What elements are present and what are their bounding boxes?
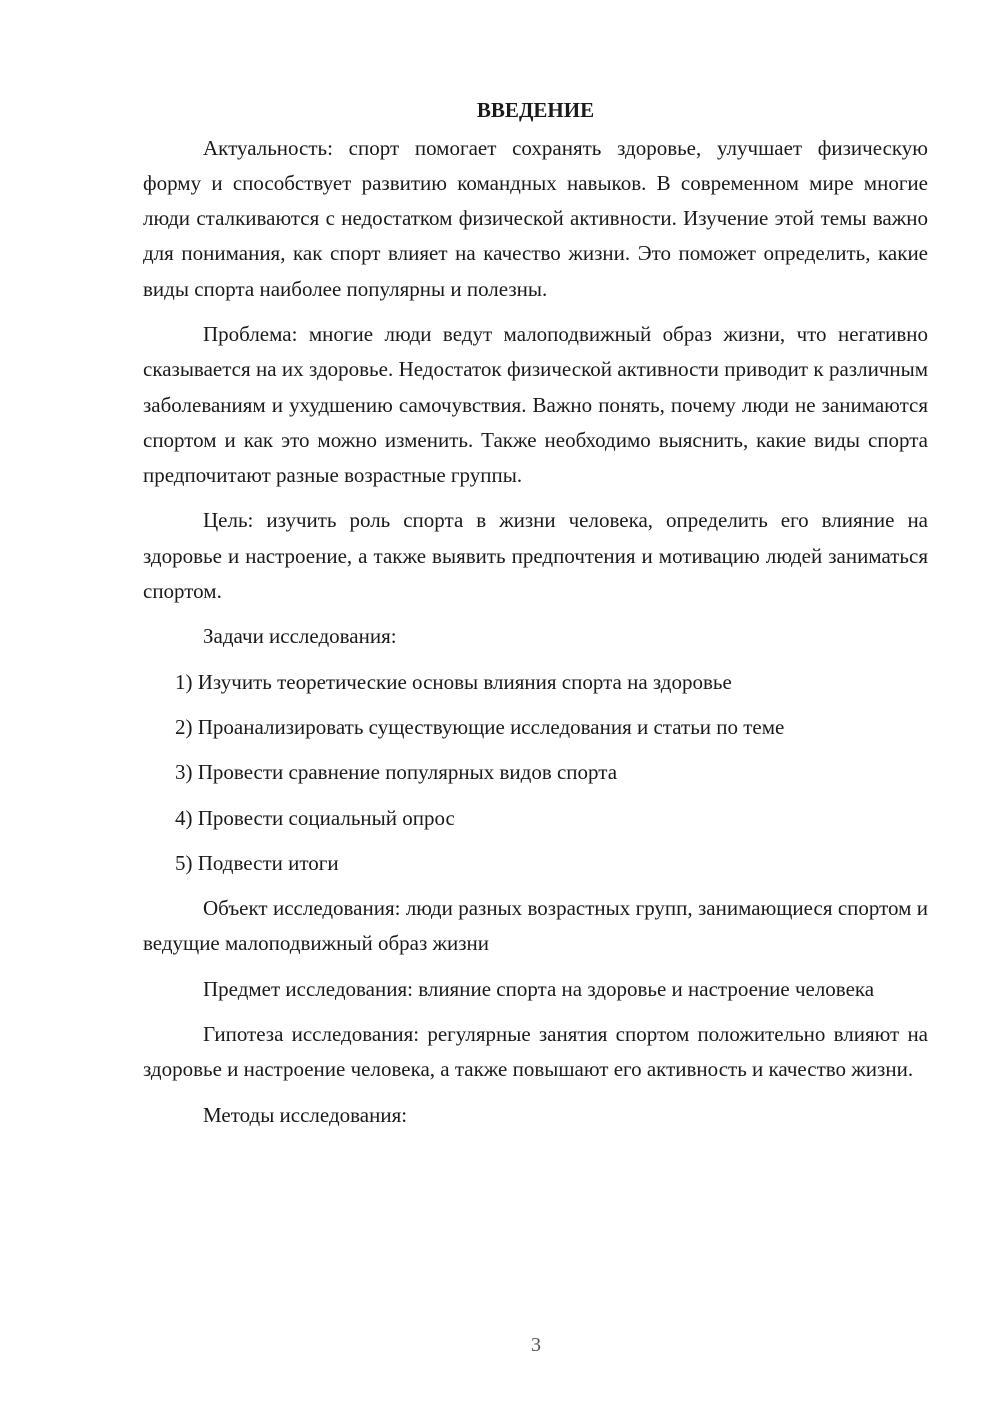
paragraph-tasks-heading: Задачи исследования:: [203, 624, 397, 649]
paragraph-methods-heading: Методы исследования:: [203, 1102, 408, 1127]
paragraph-subject: Предмет исследования: влияние спорта на здоровье и настроение человека: [203, 976, 875, 1001]
paragraph-object: Объект исследования: люди разных возрастных групп, занимающиеся спортом и ведущие малоподвижный образ жизни: [143, 896, 928, 956]
tasks-list: [143, 665, 928, 881]
paragraph-problem: Проблема: многие люди ведут малоподвижный образ жизни, что негативно сказывается на их здоровье. Недостаток физической активности приводит к различным заболеваниям и ухудшению самочувствия. Важно понять, почему люди не занимаются спортом и как это можно изменить. Также необходимо выяснить, какие виды спорта предпочитают разные возрастные группы.: [143, 321, 928, 488]
list-item: 2) Проанализировать существующие исследования и статьи по теме: [175, 714, 785, 739]
list-item: 3) Провести сравнение популярных видов спорта: [175, 760, 618, 785]
list-item: 4) Провести социальный опрос: [175, 805, 455, 830]
document-page: [143, 92, 928, 1143]
paragraph-goal: Цель: изучить роль спорта в жизни человека, определить его влияние на здоровье и настроение, а также выявить предпочтения и мотивацию людей заниматься спортом.: [143, 508, 928, 604]
paragraph-hypothesis: Гипотеза исследования: регулярные занятия спортом положительно влияют на здоровье и настроение человека, а также повышают его активность и качество жизни.: [143, 1022, 928, 1082]
paragraph-relevance: Актуальность: спорт помогает сохранять здоровье, улучшает физическую форму и способствует развитию командных навыков. В современном мире многие люди сталкиваются с недостатком физической активности. Изучение этой темы важно для понимания, как спорт влияет на качество жизни. Это поможет определить, какие виды спорта наиболее популярны и полезны.: [143, 135, 928, 301]
page-number: 3: [531, 1334, 541, 1356]
list-item: 5) Подвести итоги: [175, 850, 339, 875]
list-item: 1) Изучить теоретические основы влияния спорта на здоровье: [175, 669, 732, 694]
section-title: ВВЕДЕНИЕ: [476, 98, 595, 122]
